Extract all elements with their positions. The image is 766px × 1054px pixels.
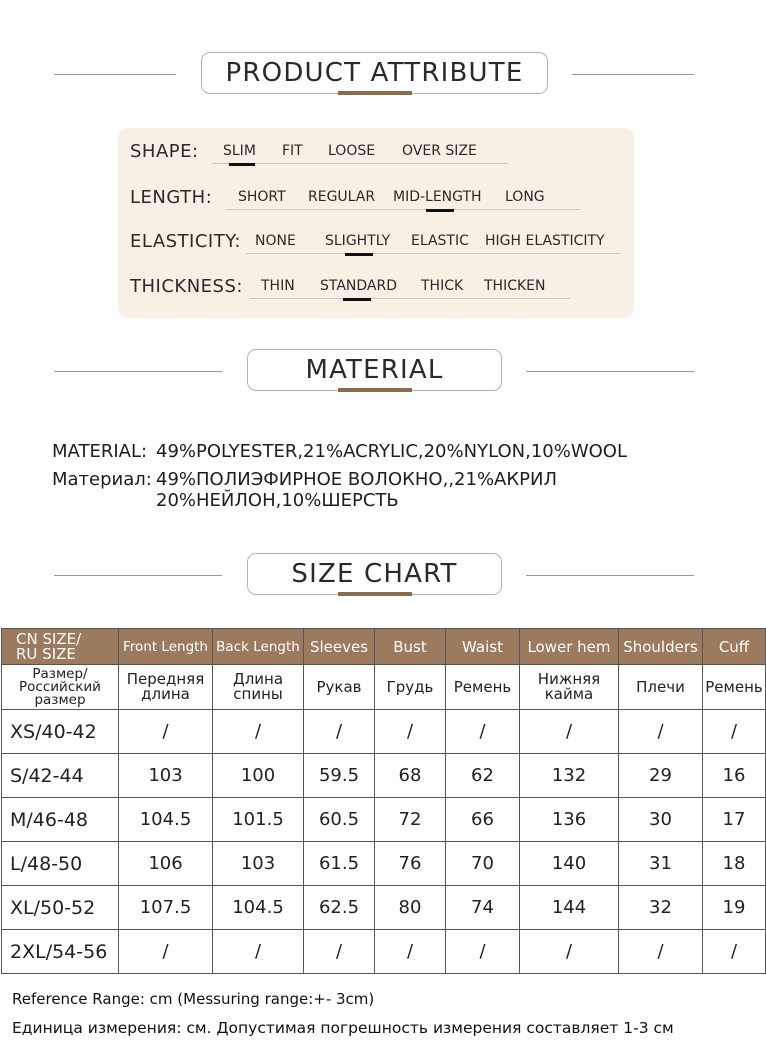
- measurement-cell: 66: [446, 798, 520, 842]
- measurement-cell: 132: [520, 754, 619, 798]
- attribute-underline: [226, 209, 580, 210]
- table-row: [2, 886, 766, 930]
- measurement-cell: 32: [619, 886, 703, 930]
- measurement-cell: 70: [446, 842, 520, 886]
- measurement-cell: /: [446, 710, 520, 754]
- header-line-left: [54, 575, 222, 576]
- ru-header-cell-size: Размер/ Российский размер: [2, 665, 119, 710]
- measurement-cell: /: [619, 710, 703, 754]
- selected-marker: [229, 163, 255, 166]
- material-pill: [247, 349, 502, 391]
- measurement-cell: 31: [619, 842, 703, 886]
- measurement-cell: /: [375, 930, 446, 974]
- material-ru-label: Материал:: [52, 469, 152, 490]
- header-line-right: [526, 575, 694, 576]
- material-en: [52, 441, 627, 462]
- measurement-cell: 76: [375, 842, 446, 886]
- attribute-label: SHAPE:: [130, 141, 199, 162]
- measurement-cell: /: [213, 710, 304, 754]
- attribute-option: NONE: [255, 233, 296, 249]
- measurement-cell: 104.5: [213, 886, 304, 930]
- table-header-row: [2, 629, 766, 665]
- header-cell: Front Length: [119, 629, 213, 665]
- header-cell: Waist: [446, 629, 520, 665]
- attribute-panel: [118, 128, 634, 318]
- measurement-cell: 103: [119, 754, 213, 798]
- header-line-left: [54, 371, 222, 372]
- attribute-option: STANDARD: [320, 278, 398, 294]
- attribute-option: SHORT: [238, 189, 286, 205]
- measurement-cell: 100: [213, 754, 304, 798]
- attribute-option: THICKEN: [484, 278, 546, 294]
- attribute-option: ELASTIC: [411, 233, 469, 249]
- measurement-cell: 62: [446, 754, 520, 798]
- measurement-cell: 144: [520, 886, 619, 930]
- header-cell: Cuff: [703, 629, 766, 665]
- header-cell: Sleeves: [304, 629, 375, 665]
- header-line-right: [526, 371, 694, 372]
- size-chart-pill: [247, 553, 502, 595]
- measurement-cell: /: [119, 930, 213, 974]
- attribute-option: LOOSE: [328, 143, 376, 159]
- material-ru-cont: [52, 490, 399, 511]
- selected-marker: [345, 253, 373, 256]
- measurement-cell: /: [703, 930, 766, 974]
- header-line-left: [54, 74, 176, 75]
- attribute-row-shape: [130, 134, 510, 164]
- ru-header-cell: Грудь: [375, 665, 446, 710]
- attribute-row-elasticity: [130, 224, 630, 254]
- measurement-cell: 107.5: [119, 886, 213, 930]
- measurement-cell: 74: [446, 886, 520, 930]
- measurement-cell: /: [304, 710, 375, 754]
- size-cell: XS/40-42: [2, 710, 119, 754]
- ru-header-cell: Плечи: [619, 665, 703, 710]
- size-chart-table: [1, 628, 766, 974]
- size-chart-header: [0, 545, 750, 605]
- size-cell: S/42-44: [2, 754, 119, 798]
- measurement-cell: /: [520, 710, 619, 754]
- product-attribute-header: [0, 44, 750, 104]
- footer-measurement-note: Единица измерения: см. Допустимая погрешность измерения составляет 1-3 см: [12, 1019, 674, 1037]
- attribute-option: MID-LENGTH: [393, 189, 482, 205]
- attribute-underline: [212, 163, 508, 164]
- attribute-option: HIGH ELASTICITY: [485, 233, 605, 249]
- measurement-cell: 101.5: [213, 798, 304, 842]
- header-cell-size: CN SIZE/ RU SIZE: [2, 629, 119, 665]
- material-header: [0, 341, 750, 401]
- measurement-cell: 68: [375, 754, 446, 798]
- measurement-cell: 60.5: [304, 798, 375, 842]
- size-cell: 2XL/54-56: [2, 930, 119, 974]
- measurement-cell: /: [446, 930, 520, 974]
- size-cell: M/46-48: [2, 798, 119, 842]
- measurement-cell: 29: [619, 754, 703, 798]
- measurement-cell: 19: [703, 886, 766, 930]
- footer-reference-range: Reference Range: cm (Messuring range:+- 3cm): [12, 990, 375, 1008]
- measurement-cell: /: [703, 710, 766, 754]
- measurement-cell: /: [119, 710, 213, 754]
- measurement-cell: 72: [375, 798, 446, 842]
- measurement-cell: 104.5: [119, 798, 213, 842]
- table-row: [2, 798, 766, 842]
- table-row: [2, 710, 766, 754]
- title-accent-bar: [338, 592, 412, 596]
- header-cell: Bust: [375, 629, 446, 665]
- product-attribute-title: PRODUCT ATTRIBUTE: [225, 58, 524, 88]
- measurement-cell: 18: [703, 842, 766, 886]
- size-chart-title: SIZE CHART: [291, 559, 458, 589]
- material-title: MATERIAL: [305, 355, 444, 385]
- measurement-cell: /: [619, 930, 703, 974]
- material-en-label: MATERIAL:: [52, 441, 148, 462]
- header-cell: Back Length: [213, 629, 304, 665]
- product-attribute-pill: [201, 52, 548, 94]
- measurement-cell: 16: [703, 754, 766, 798]
- size-cell: L/48-50: [2, 842, 119, 886]
- measurement-cell: 61.5: [304, 842, 375, 886]
- measurement-cell: /: [304, 930, 375, 974]
- material-en-value: 49%POLYESTER,21%ACRYLIC,20%NYLON,10%WOOL: [156, 441, 627, 462]
- measurement-cell: /: [375, 710, 446, 754]
- header-cell: Shoulders: [619, 629, 703, 665]
- header-cell: Lower hem: [520, 629, 619, 665]
- title-accent-bar: [338, 388, 412, 392]
- measurement-cell: 80: [375, 886, 446, 930]
- attribute-option: REGULAR: [308, 189, 376, 205]
- ru-header-cell: Ремень: [446, 665, 520, 710]
- table-row: [2, 842, 766, 886]
- attribute-option: SLIM: [223, 143, 256, 159]
- attribute-underline: [250, 298, 570, 299]
- material-ru: [52, 469, 557, 490]
- ru-header-cell: Длина спины: [213, 665, 304, 710]
- selected-marker: [426, 209, 454, 212]
- table-ru-header-row: [2, 665, 766, 710]
- material-ru-value-1: 49%ПОЛИЭФИРНОЕ ВОЛОКНО,,21%АКРИЛ: [156, 469, 557, 490]
- table-row: [2, 930, 766, 974]
- attribute-row-length: [130, 180, 600, 210]
- attribute-label: LENGTH:: [130, 187, 213, 208]
- ru-header-cell: Передняя длина: [119, 665, 213, 710]
- attribute-underline: [246, 253, 620, 254]
- ru-header-cell: Ремень: [703, 665, 766, 710]
- measurement-cell: 17: [703, 798, 766, 842]
- size-cell: XL/50-52: [2, 886, 119, 930]
- material-ru-value-2: 20%НЕЙЛОН,10%ШЕРСТЬ: [156, 490, 399, 511]
- attribute-option: SLIGHTLY: [325, 233, 391, 249]
- header-line-right: [572, 74, 694, 75]
- table-row: [2, 754, 766, 798]
- measurement-cell: 106: [119, 842, 213, 886]
- measurement-cell: 136: [520, 798, 619, 842]
- measurement-cell: 140: [520, 842, 619, 886]
- selected-marker: [343, 298, 371, 301]
- measurement-cell: /: [213, 930, 304, 974]
- attribute-option: OVER SIZE: [402, 143, 477, 159]
- ru-header-cell: Рукав: [304, 665, 375, 710]
- attribute-option: THIN: [261, 278, 295, 294]
- measurement-cell: 103: [213, 842, 304, 886]
- measurement-cell: 62.5: [304, 886, 375, 930]
- ru-header-cell: Нижняя кайма: [520, 665, 619, 710]
- measurement-cell: 30: [619, 798, 703, 842]
- attribute-option: LONG: [505, 189, 545, 205]
- title-accent-bar: [338, 91, 412, 95]
- attribute-label: ELASTICITY:: [130, 231, 241, 252]
- measurement-cell: /: [520, 930, 619, 974]
- measurement-cell: 59.5: [304, 754, 375, 798]
- attribute-row-thickness: [130, 269, 580, 299]
- attribute-label: THICKNESS:: [130, 276, 243, 297]
- attribute-option: FIT: [282, 143, 303, 159]
- attribute-option: THICK: [421, 278, 464, 294]
